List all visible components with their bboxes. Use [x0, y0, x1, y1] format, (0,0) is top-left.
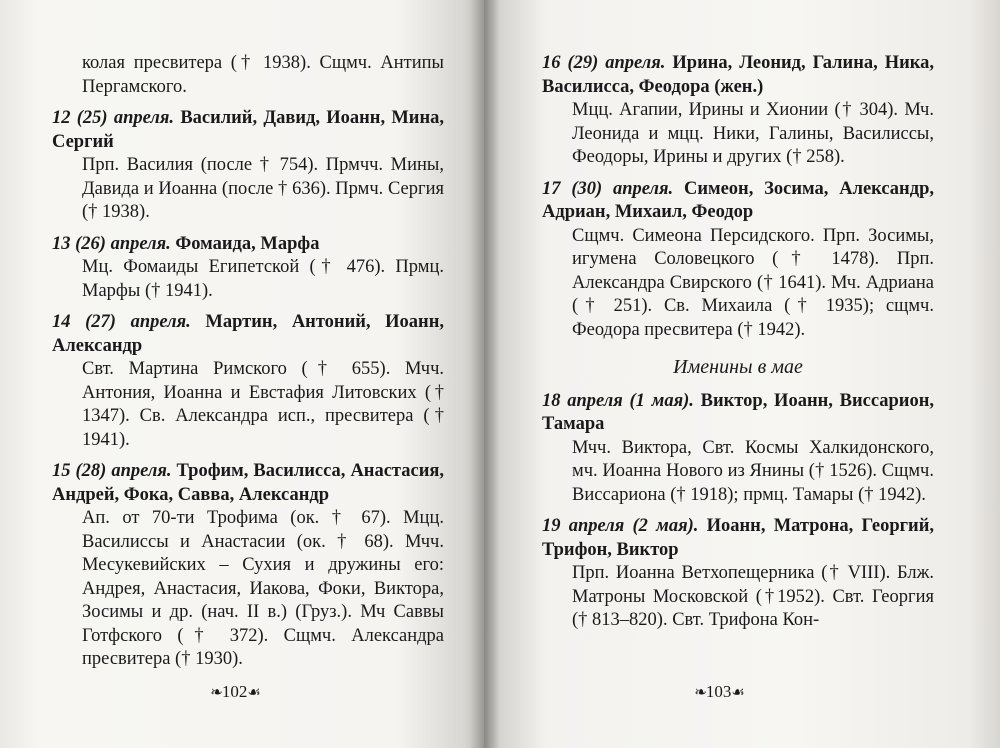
calendar-entry	[542, 390, 934, 508]
entry-heading	[52, 311, 444, 358]
calendar-entry	[542, 178, 934, 343]
calendar-entry	[52, 233, 444, 304]
ornament-left-icon: ❧	[694, 685, 706, 701]
entry-names: Ирина, Леонид, Галина, Ника, Василисса, Феодора (жен.)	[542, 53, 934, 97]
page-number: 103	[705, 682, 732, 701]
entry-body: Мц. Фомаиды Египетской († 476). Прмц. Марфы († 1941).	[82, 257, 444, 301]
page-number: 102	[221, 682, 248, 701]
page-number-footer	[0, 682, 470, 702]
entry-body: Сщмч. Симеона Персидского. Прп. Зосимы, игумена Соловецкого († 1478). Прп. Александра Свирского († 1641). Мч. Адриана († 251). Св. Михаила († 1935); сщмч. Феодора пресвитера († 1942).	[572, 225, 934, 340]
continuation-text: колая пресвитера († 1938). Сщмч. Антипы Пергамского.	[82, 53, 444, 97]
entry-heading	[542, 390, 934, 437]
entry-body: Ап. от 70-ти Трофима (ок. † 67). Мцц. Василиссы и Анастасии (ок. † 68). Мчч. Месукевийских – Сухия и дружины его: Андрея, Анастасия, Иакова, Фоки, Виктора, Зосимы и др. (нач. II в.) (Груз.). Мч Саввы Готфского († 372). Сщмч. Александра пресвитера († 1930).	[82, 508, 444, 669]
page-number-footer	[484, 682, 954, 702]
right-page	[484, 0, 1000, 748]
entry-date: 13 (26) апреля.	[52, 233, 171, 254]
entry-date: 18 апреля (1 мая).	[542, 390, 694, 411]
entry-body: Прп. Василия (после † 754). Прмчч. Мины, Давида и Иоанна (после † 636). Прмч. Сергия († 1938).	[82, 155, 444, 222]
entry-names: Трофим, Василисса, Анастасия, Андрей, Фока, Савва, Александр	[52, 461, 444, 505]
entry-date: 17 (30) апреля.	[542, 178, 674, 199]
right-page-text	[542, 52, 934, 641]
entry-body: Мчч. Виктора, Свт. Космы Халкидонского, мч. Иоанна Нового из Янины († 1526). Сщмч. Виссариона († 1918); прмц. Тамары († 1942).	[572, 437, 934, 505]
entry-names: Иоанн, Матрона, Георгий, Трифон, Виктор	[542, 516, 934, 560]
calendar-entry	[542, 515, 934, 633]
entry-date: 19 апреля (2 мая).	[542, 516, 699, 536]
entry-names: Симеон, Зосима, Александр, Адриан, Михаил, Феодор	[542, 178, 934, 222]
entry-names: Фомаида, Марфа	[170, 233, 320, 254]
entry-body: Прп. Иоанна Ветхопещерника († VIII). Блж. Матроны Московской (†1952). Свт. Георгия († 813–820). Свт. Трифона Кон-	[572, 563, 934, 630]
entry-date: 15 (28) апреля.	[52, 461, 172, 481]
entry-heading	[52, 233, 444, 257]
entry-names: Василий, Давид, Иоанн, Мина, Сергий	[52, 108, 444, 152]
entry-names: Виктор, Иоанн, Виссарион, Тамара	[542, 390, 934, 434]
entry-heading	[542, 515, 934, 562]
calendar-entry	[52, 107, 444, 225]
ornament-left-icon: ❧	[210, 685, 222, 701]
entry-heading	[542, 178, 934, 225]
entry-body: Свт. Мартина Римского († 655). Мчч. Антония, Иоанна и Евстафия Литовских († 1347). Св. Александра исп., пресвитера († 1941).	[82, 359, 444, 450]
ornament-right-icon: ☙	[731, 685, 744, 701]
ornament-right-icon: ☙	[247, 685, 260, 701]
left-page-text	[52, 52, 444, 680]
entry-date: 12 (25) апреля.	[52, 108, 175, 128]
calendar-entry	[52, 311, 444, 452]
entry-date: 14 (27) апреля.	[52, 312, 191, 332]
entry-body: Мцц. Агапии, Ирины и Хионии († 304). Мч. Леонида и мцц. Ники, Галины, Василиссы, Феодоры, Ирины и других († 258).	[572, 100, 934, 167]
section-title: Именины в мае	[673, 356, 803, 378]
book-gutter	[470, 0, 500, 748]
entry-heading	[52, 460, 444, 507]
entry-names: Мартин, Антоний, Иоанн, Александр	[52, 312, 445, 356]
left-page	[0, 0, 484, 748]
calendar-entry	[52, 460, 444, 672]
calendar-entry	[542, 52, 934, 170]
entry-date: 16 (29) апреля.	[542, 53, 666, 73]
entry-heading	[52, 107, 444, 154]
entry-heading	[542, 52, 934, 99]
